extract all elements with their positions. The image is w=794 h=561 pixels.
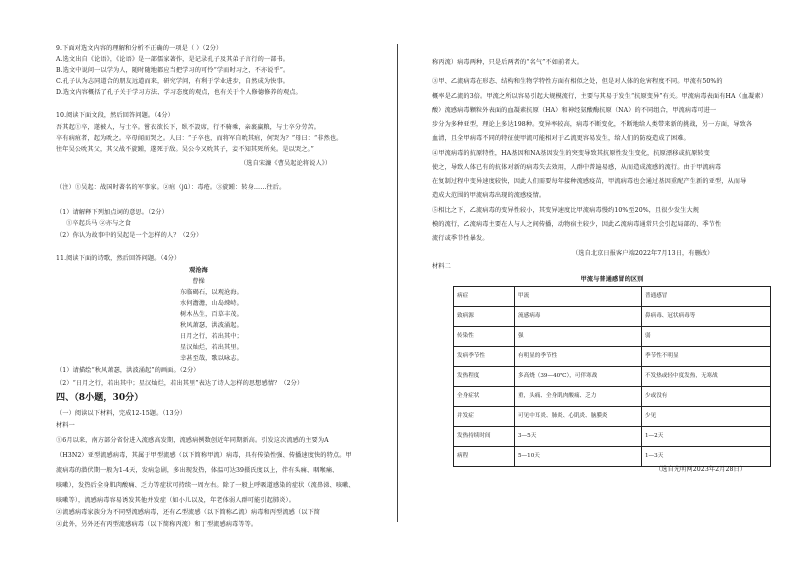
- table-cell: 不发热或轻中度发热，无寒战: [642, 367, 771, 387]
- table-row: [454, 427, 771, 447]
- source-credit: （选自光明网2023年2月28日）: [655, 466, 747, 473]
- table-row: [454, 447, 771, 467]
- paragraph-line: 流病毒的潜伏期一般为1-4天，发病急剧，多出现发热，体温可达39摄氏度以上，伴有头痛、咽喉痛、: [56, 467, 339, 474]
- table-cell: 全身症状: [454, 387, 515, 407]
- table-cell: 强: [515, 327, 642, 347]
- table-cell: 少或没有: [642, 387, 771, 407]
- paragraph-line: 咳嗽等），流感病毒容易诱发其他并发症（如小儿以及，年老体弱人群可能引起肺炎）。: [56, 497, 296, 504]
- paragraph-line: ②此外，另外还有丙型流感病毒（以下简称丙流）和丁型流感病毒等等。: [56, 521, 258, 528]
- q10-stem: 10.阅读下面文段，然后回答问题。（4分）: [56, 112, 174, 119]
- q10-text-line: 卒有病疽者，起为吮之。卒母闻而哭之。人曰：“子卒也，而将军自吮其疽，何哭为？”母曰：“非然也。: [56, 135, 343, 142]
- table-cell: 弱: [642, 327, 771, 347]
- q9-option-a: A.选文出自《论语》，《论语》是一部儒家著作，是记录孔子及其弟子言行的一部书。: [56, 56, 290, 63]
- q11-sub1: （1）请描绘“秋风萧瑟，洪波涌起”的画面。（2分）: [56, 367, 200, 374]
- q10-text-line: 吾其起①卒，遂被人，与士卒。嘗衣欲长下，臥不設席，行不骑乘，亲裹赢粮，与士卒分劳苦。: [56, 124, 321, 131]
- table-title: 甲流与普通感冒的区别: [580, 276, 644, 283]
- q11-sub2: （2）“日月之行，若出其中；星汉灿烂，若出其里”表达了诗人怎样的思想感情？（2分）: [56, 380, 304, 387]
- paragraph-line: 步分为多种亚型，理论上多达198种。变异率较高，病毒不断变化，不断地给人类带来新的挑战，另一方面，导致各: [432, 121, 753, 128]
- table-cell: 多高烧（39—40℃），可伴寒战: [515, 367, 642, 387]
- paragraph-line: （H3N2）亚型流感病毒，其属于甲型流感（以下简称甲流）病毒，具有传染性强、传播速度快的特点。甲: [56, 452, 352, 459]
- table-cell: 病症: [454, 287, 515, 307]
- comparison-table: [453, 286, 771, 467]
- q10-notes: （注）①吴起：战国时著名的军事家。②疽（jū）：毒疮。③旋踵：转身……往后。: [56, 184, 286, 191]
- table-cell: 流感病毒: [515, 307, 642, 327]
- poem-line: 秋风萧瑟，洪波涌起。: [180, 322, 243, 329]
- table-cell: 重，头痛、全身肌肉酸痛、乏力: [515, 387, 642, 407]
- table-row: [454, 367, 771, 387]
- table-row: [454, 407, 771, 427]
- material-label: 材料二: [432, 263, 451, 270]
- table-cell: 5—10天: [515, 447, 642, 467]
- table-cell: 有明显的季节性: [515, 347, 642, 367]
- table-cell: 鼻病毒、冠状病毒等: [642, 307, 771, 327]
- paragraph-line: 流行或季节性暴发。: [432, 235, 489, 242]
- paragraph-line: 咳嗽），发热后全身肌肉酸痛、乏力等症状可持续一周左右。除了一般上呼吸道感染的症状（流鼻涕、咳嗽、: [56, 482, 355, 489]
- table-row: [454, 287, 771, 307]
- paragraph-line: 造成大范围的甲流病毒出现的流感疫情。: [432, 192, 546, 199]
- paragraph-line: 使之，导致人体已有的抗体对新的病毒失去效用，人群中普遍易感，从而造成流感的流行。由于甲流病毒: [432, 164, 722, 171]
- poem-line: 星汉灿烂，若出其里。: [180, 344, 243, 351]
- table-row: [454, 327, 771, 347]
- poem-line: 树木丛生，百草丰茂。: [180, 311, 243, 318]
- poem-author: 曹操: [192, 278, 205, 285]
- poem-title: 观沧海: [189, 267, 208, 274]
- right-page: [397, 0, 794, 561]
- paragraph-line: ②流感病毒家族分为不同型流感病毒，还有乙型流感（以下简称乙流）病毒和丙型流感（以下简: [56, 509, 321, 516]
- q9-option-d: D.选文内容概括了孔子关于学习方法、学习态度的观点，也有关于个人修德修养的观点。: [56, 89, 302, 96]
- table-cell: 发热程度: [454, 367, 515, 387]
- q10-words: ①卒起兵马 ②亦与之食: [66, 220, 131, 227]
- table-cell: 1—3天: [642, 447, 771, 467]
- paragraph-line: ③甲、乙流病毒在形态、结构和生物学特性方面有相似之处，但是对人体的危害程度不同。甲流有50%的: [432, 78, 723, 85]
- table-cell: 普通感冒: [642, 287, 771, 307]
- q10-text-line: 往年吴公吮其父，其父战不旋踵，遂死于敌。吴公今又吮其子，妾不知其死所矣。是以哭之。”: [56, 146, 314, 153]
- poem-line: 东临碣石，以观沧海。: [180, 289, 243, 296]
- paragraph-line: 概率是乙流的3倍。甲流之所以容易引起大规模流行，主要与其易于发生“抗原变异”有关。甲流病毒表面有HA（血凝素）: [432, 93, 767, 100]
- table-cell: 季节性不明显: [642, 347, 771, 367]
- q10-sub2: （2）你认为故事中的吴起是一个怎样的人？（2分）: [56, 232, 203, 239]
- poem-line: 幸甚至哉，歌以咏志。: [180, 355, 243, 362]
- paragraph-line: ④甲流病毒的抗原特性，HA基因和NA基因发生的突变导致其抗原性发生变化，抗原漂移或抗原转变: [432, 150, 710, 157]
- table-cell: 发热持续时间: [454, 427, 515, 447]
- q11-stem: 11.阅读下面的诗歌，然后回答问题。（4分）: [56, 255, 181, 262]
- table-cell: 致病源: [454, 307, 515, 327]
- section-heading: 四、（8小题，30分）: [56, 393, 144, 403]
- q10-source: （选自宋濂《曹吴起论将说人》）: [240, 160, 332, 167]
- table-cell: 病程: [454, 447, 515, 467]
- table-cell: 少见: [642, 407, 771, 427]
- table-row: [454, 347, 771, 367]
- table-row: [454, 387, 771, 407]
- material-label: 材料一: [56, 422, 75, 429]
- paragraph-line: 在复制过程中变异速度较快，因此人们需要每年接种流感疫苗，甲流病毒也会通过基因重配产生新的亚型，从而导: [432, 178, 747, 185]
- source-credit: （选自北京日报客户端2022年7月13日，有删改）: [572, 250, 714, 257]
- paragraph-line: 血清，且全甲病毒不同的特征使甲流可能相对于乙流更容易发生，给人们的防疫造成了困难。: [432, 135, 690, 142]
- paragraph-line: 酸）流感病毒颗粒外表面的血凝素抗原（HA）和神经氨酸酶抗原（NA）的不同组合，甲流病毒可进一: [432, 107, 717, 114]
- table-row: [454, 307, 771, 327]
- poem-line: 日月之行，若出其中；: [180, 333, 243, 340]
- poem-line: 水何澹澹，山岛竦峙。: [180, 300, 243, 307]
- table-cell: 并发症: [454, 407, 515, 427]
- paragraph-line: ①6月以来，南方部分省份进入流感高发期，流感病例数创近年同期新高。引发这次流感的主要为A: [56, 437, 329, 444]
- table-cell: 发病季节性: [454, 347, 515, 367]
- paragraph-line: 称丙流）病毒两种，只是后两者的“名气”不如前者大。: [432, 59, 584, 66]
- q10-sub1: （1）请解释下列加点词的意思。（2分）: [56, 209, 168, 216]
- q9-stem: 9.下面对选文内容的理解和分析不正确的一项是（ ）（2分）: [56, 45, 223, 52]
- table-cell: 3—5天: [515, 427, 642, 447]
- paragraph-line: ⑤相比之下，乙流病毒的变异性较小，其变异速度比甲流病毒慢约10%至20%，且很少发生大规: [432, 207, 700, 214]
- q9-option-b: B.选文中说问一以学为人，随时随地都应当把学习的可怜“学而时习之，不亦说乎”。: [56, 67, 290, 74]
- table-cell: 传染性: [454, 327, 515, 347]
- table-cell: 可见中耳炎、肺炎、心肌炎、脑膜炎: [515, 407, 642, 427]
- table-cell: 甲流: [515, 287, 642, 307]
- paragraph-line: 模的流行，乙流病毒主要在人与人之间传播，动物宿主较少，因此乙流病毒通常只会引起局部的、季节性: [432, 221, 722, 228]
- table-cell: 1—2天: [642, 427, 771, 447]
- section-subheading: （一）阅读以下材料，完成12-15题。（13分）: [56, 410, 187, 417]
- q9-option-c: C.孔子认为志同道合的朋友远道而来，研究学问，有利于学业进步，自然成为快事。: [56, 78, 290, 85]
